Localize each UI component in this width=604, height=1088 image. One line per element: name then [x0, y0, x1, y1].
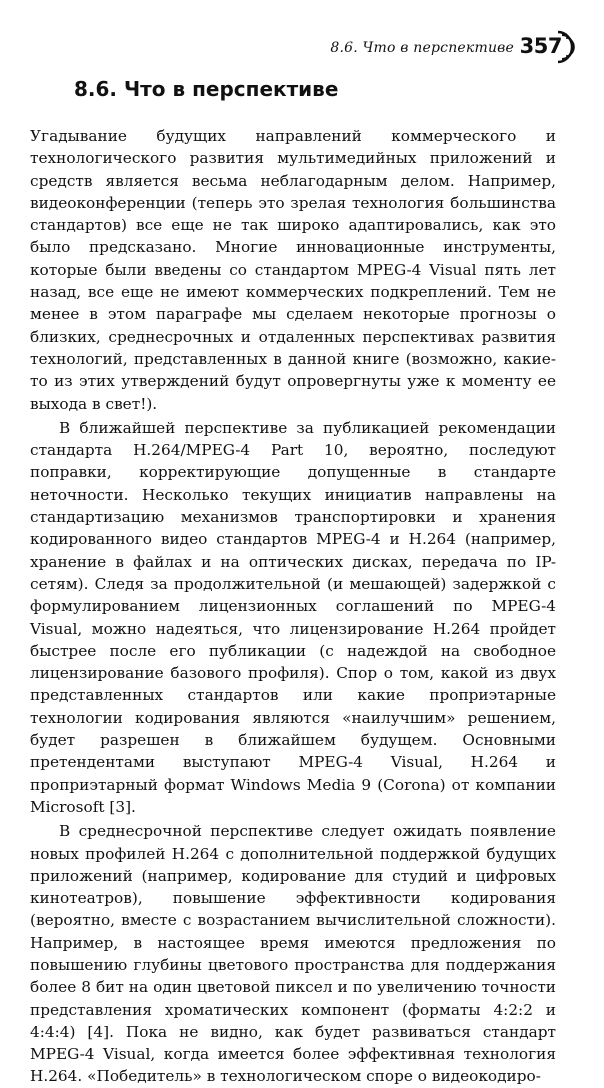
paragraph: В ближайшей перспективе за публикацией рекомендации стандарта H.264/MPEG-4 Part 10, вероятно, последуют поправки, корректирующие допущенные в стандарте неточности. Несколько текущих инициатив направлены на стандартизацию механизмов транспортировки и хранения кодированного видео стандартов MPEG-4 и H.264 (например, хранение в файлах и на оптических дисках, передача по IP-сетям). Следя за продолжительной (и мешающей) задержкой с формулированием лицензионных соглашений по MPEG-4 Visual, можно надеяться, что лицензирование H.264 пройдет быстрее после его публикации (с надеждой на свободное лицензирование базового профиля). Спор о том, какой из двух представленных стандартов или какие проприэтарные технологии кодирования являются «наилучшим» решением, будет разрешен в ближайшем будущем. Основными претендентами выступают MPEG-4 Visual, H.264 и проприэтарный формат Windows Media 9 (Corona) от компании Microsoft [3].	[30, 418, 556, 816]
page-number-ornament-icon	[556, 30, 578, 64]
paragraph: В среднесрочной перспективе следует ожидать появление новых профилей H.264 с дополнительной поддержкой будущих приложений (например, кодирование для студий и цифровых кинотеатров), повышение эффективности кодирования (вероятно, вместе с возрастанием вычислительной сложности). Например, в настоящее время имеются предложения по повышению глубины цветового пространства для поддержания более 8 бит на один цветовой пиксел и по увеличению точности представления хроматических компонент (форматы 4:2:2 и 4:4:4) [4]. Пока не видно, как будет развиваться стандарт MPEG-4 Visual, когда имеется более эффективная технология H.264. «Победитель» в технологическом споре о видеокодиро-	[30, 822, 556, 1086]
page-number: 357	[519, 34, 562, 58]
running-head-title: 8.6. Что в перспективе	[330, 40, 514, 56]
body-text	[30, 125, 556, 1088]
running-head	[300, 30, 578, 64]
paragraph: Угадывание будущих направлений коммерческого и технологического развития мультимедийных приложений и средств является весьма неблагодарным делом. Например, видеоконференции (теперь это зрелая технология большинства стандартов) все еще не так широко адаптировались, как это было предсказано. Многие инновационные инструменты, которые были введены со стандартом MPEG-4 Visual пять лет назад, все еще не имеют коммерческих подкреплений. Тем не менее в этом параграфе мы сделаем некоторые прогнозы о близких, среднесрочных и отдаленных перспективах развития технологий, представленных в данной книге (возможно, какие-то из этих утверждений будут опровергнуты уже к моменту ее выхода в свет!).	[30, 127, 556, 413]
section-title: 8.6. Что в перспективе	[74, 77, 339, 101]
